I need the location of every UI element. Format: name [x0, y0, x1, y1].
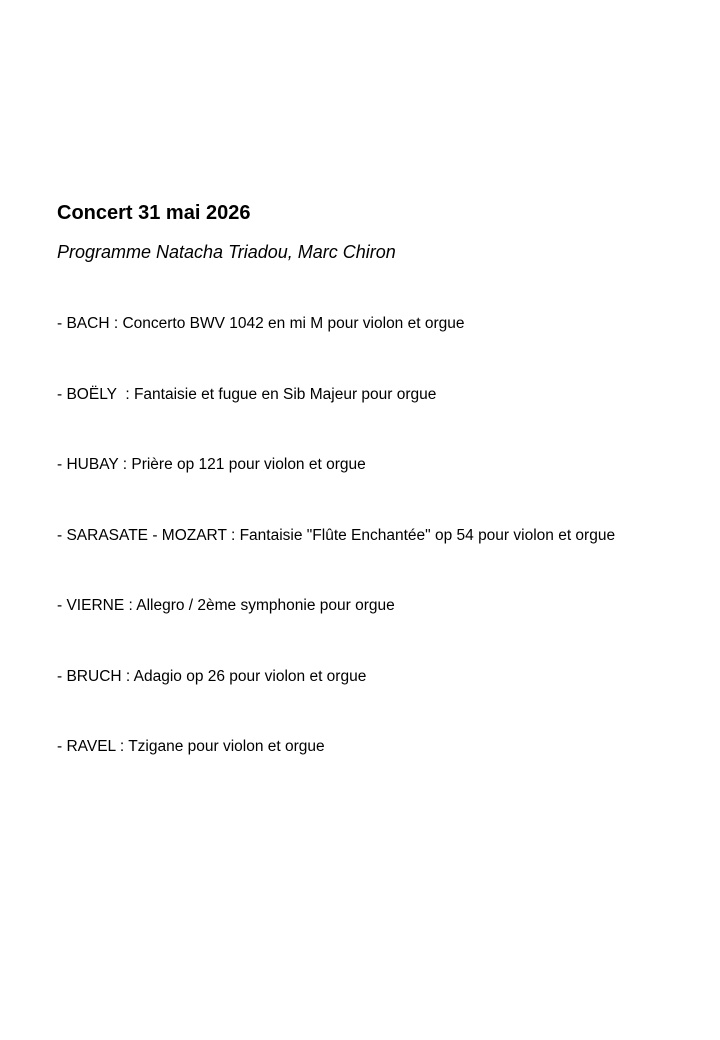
page-subtitle: Programme Natacha Triadou, Marc Chiron — [57, 242, 396, 262]
program-item: - VIERNE : Allegro / 2ème symphonie pour orgue — [57, 597, 395, 614]
program-item: - RAVEL : Tzigane pour violon et orgue — [57, 738, 325, 755]
page-title: Concert 31 mai 2026 — [57, 202, 251, 224]
program-item: - BRUCH : Adagio op 26 pour violon et orgue — [57, 667, 367, 685]
program-item: - HUBAY : Prière op 121 pour violon et orgue — [57, 456, 366, 473]
program-list — [57, 313, 615, 807]
program-item: - BACH : Concerto BWV 1042 en mi M pour violon et orgue — [57, 315, 465, 332]
program-item: - SARASATE - MOZART : Fantaisie "Flûte Enchantée" op 54 pour violon et orgue — [57, 526, 616, 544]
program-item: - BOËLY : Fantaisie et fugue en Sib Majeur pour orgue — [57, 385, 437, 403]
